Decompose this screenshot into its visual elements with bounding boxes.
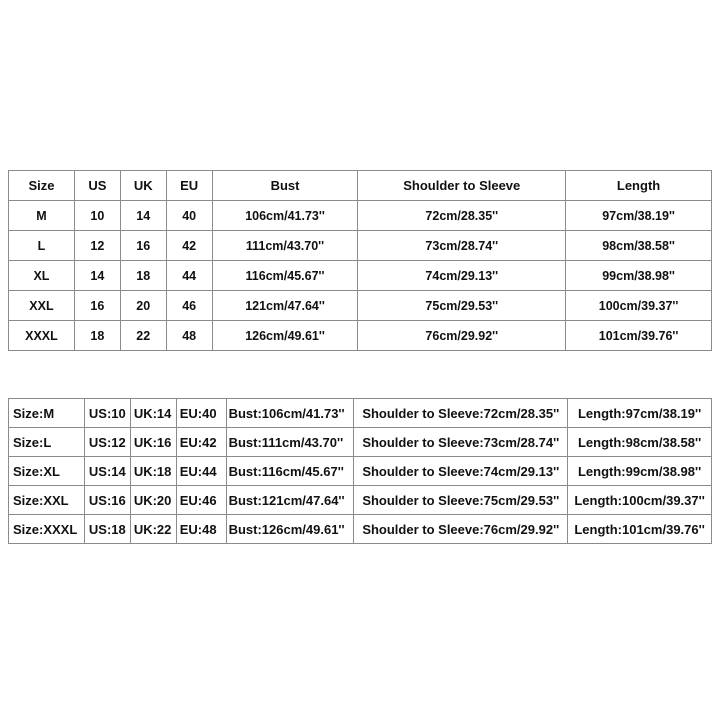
eu-cell: 48 (166, 321, 212, 351)
header-eu: EU (166, 171, 212, 201)
length-cell: 101cm/39.76'' (566, 321, 712, 351)
us-cell: US:18 (84, 515, 130, 544)
table-row (9, 201, 712, 231)
uk-cell: UK:22 (130, 515, 176, 544)
eu-cell: EU:42 (176, 428, 226, 457)
eu-cell: 42 (166, 231, 212, 261)
size-cell: XL (9, 261, 75, 291)
us-cell: 14 (74, 261, 120, 291)
shoulder-to-sleeve-cell: Shoulder to Sleeve:74cm/29.13'' (354, 457, 568, 486)
eu-cell: EU:48 (176, 515, 226, 544)
eu-cell: 46 (166, 291, 212, 321)
table-row (9, 515, 712, 544)
shoulder-to-sleeve-cell: Shoulder to Sleeve:72cm/28.35'' (354, 399, 568, 428)
length-cell: Length:99cm/38.98'' (568, 457, 712, 486)
length-cell: Length:97cm/38.19'' (568, 399, 712, 428)
eu-cell: 44 (166, 261, 212, 291)
uk-cell: 14 (120, 201, 166, 231)
uk-cell: 20 (120, 291, 166, 321)
header-uk: UK (120, 171, 166, 201)
table-row (9, 399, 712, 428)
header-us: US (74, 171, 120, 201)
size-cell: L (9, 231, 75, 261)
table-row (9, 261, 712, 291)
us-cell: 12 (74, 231, 120, 261)
bust-cell: 116cm/45.67'' (212, 261, 358, 291)
size-cell: XXXL (9, 321, 75, 351)
length-cell: 100cm/39.37'' (566, 291, 712, 321)
shoulder-to-sleeve-cell: Shoulder to Sleeve:73cm/28.74'' (354, 428, 568, 457)
size-cell: Size:XL (9, 457, 85, 486)
shoulder-to-sleeve-cell: 76cm/29.92'' (358, 321, 566, 351)
length-cell: Length:101cm/39.76'' (568, 515, 712, 544)
length-cell: 98cm/38.58'' (566, 231, 712, 261)
bust-cell: Bust:126cm/49.61'' (226, 515, 354, 544)
eu-cell: EU:46 (176, 486, 226, 515)
bust-cell: 106cm/41.73'' (212, 201, 358, 231)
header-length: Length (566, 171, 712, 201)
size-chart-header-row (9, 171, 712, 201)
uk-cell: UK:16 (130, 428, 176, 457)
size-cell: XXL (9, 291, 75, 321)
eu-cell: 40 (166, 201, 212, 231)
bust-cell: Bust:121cm/47.64'' (226, 486, 354, 515)
shoulder-to-sleeve-cell: 73cm/28.74'' (358, 231, 566, 261)
bust-cell: 126cm/49.61'' (212, 321, 358, 351)
uk-cell: 18 (120, 261, 166, 291)
shoulder-to-sleeve-cell: 74cm/29.13'' (358, 261, 566, 291)
us-cell: US:12 (84, 428, 130, 457)
table-row (9, 231, 712, 261)
size-chart-table (8, 170, 712, 351)
shoulder-to-sleeve-cell: 72cm/28.35'' (358, 201, 566, 231)
size-cell: Size:M (9, 399, 85, 428)
table-row (9, 321, 712, 351)
length-cell: 97cm/38.19'' (566, 201, 712, 231)
uk-cell: 22 (120, 321, 166, 351)
table-row (9, 457, 712, 486)
eu-cell: EU:44 (176, 457, 226, 486)
header-shoulder-to-sleeve: Shoulder to Sleeve (358, 171, 566, 201)
shoulder-to-sleeve-cell: Shoulder to Sleeve:76cm/29.92'' (354, 515, 568, 544)
bust-cell: Bust:106cm/41.73'' (226, 399, 354, 428)
size-cell: Size:XXXL (9, 515, 85, 544)
us-cell: US:10 (84, 399, 130, 428)
eu-cell: EU:40 (176, 399, 226, 428)
table-row (9, 428, 712, 457)
size-list-table (8, 398, 712, 544)
bust-cell: 121cm/47.64'' (212, 291, 358, 321)
bust-cell: 111cm/43.70'' (212, 231, 358, 261)
table-row (9, 291, 712, 321)
length-cell: Length:98cm/38.58'' (568, 428, 712, 457)
header-size: Size (9, 171, 75, 201)
header-bust: Bust (212, 171, 358, 201)
us-cell: US:14 (84, 457, 130, 486)
size-cell: Size:L (9, 428, 85, 457)
shoulder-to-sleeve-cell: 75cm/29.53'' (358, 291, 566, 321)
length-cell: Length:100cm/39.37'' (568, 486, 712, 515)
size-cell: M (9, 201, 75, 231)
uk-cell: UK:18 (130, 457, 176, 486)
size-cell: Size:XXL (9, 486, 85, 515)
bust-cell: Bust:111cm/43.70'' (226, 428, 354, 457)
uk-cell: UK:20 (130, 486, 176, 515)
uk-cell: 16 (120, 231, 166, 261)
shoulder-to-sleeve-cell: Shoulder to Sleeve:75cm/29.53'' (354, 486, 568, 515)
table-row (9, 486, 712, 515)
us-cell: 10 (74, 201, 120, 231)
us-cell: 18 (74, 321, 120, 351)
us-cell: US:16 (84, 486, 130, 515)
uk-cell: UK:14 (130, 399, 176, 428)
bust-cell: Bust:116cm/45.67'' (226, 457, 354, 486)
length-cell: 99cm/38.98'' (566, 261, 712, 291)
us-cell: 16 (74, 291, 120, 321)
